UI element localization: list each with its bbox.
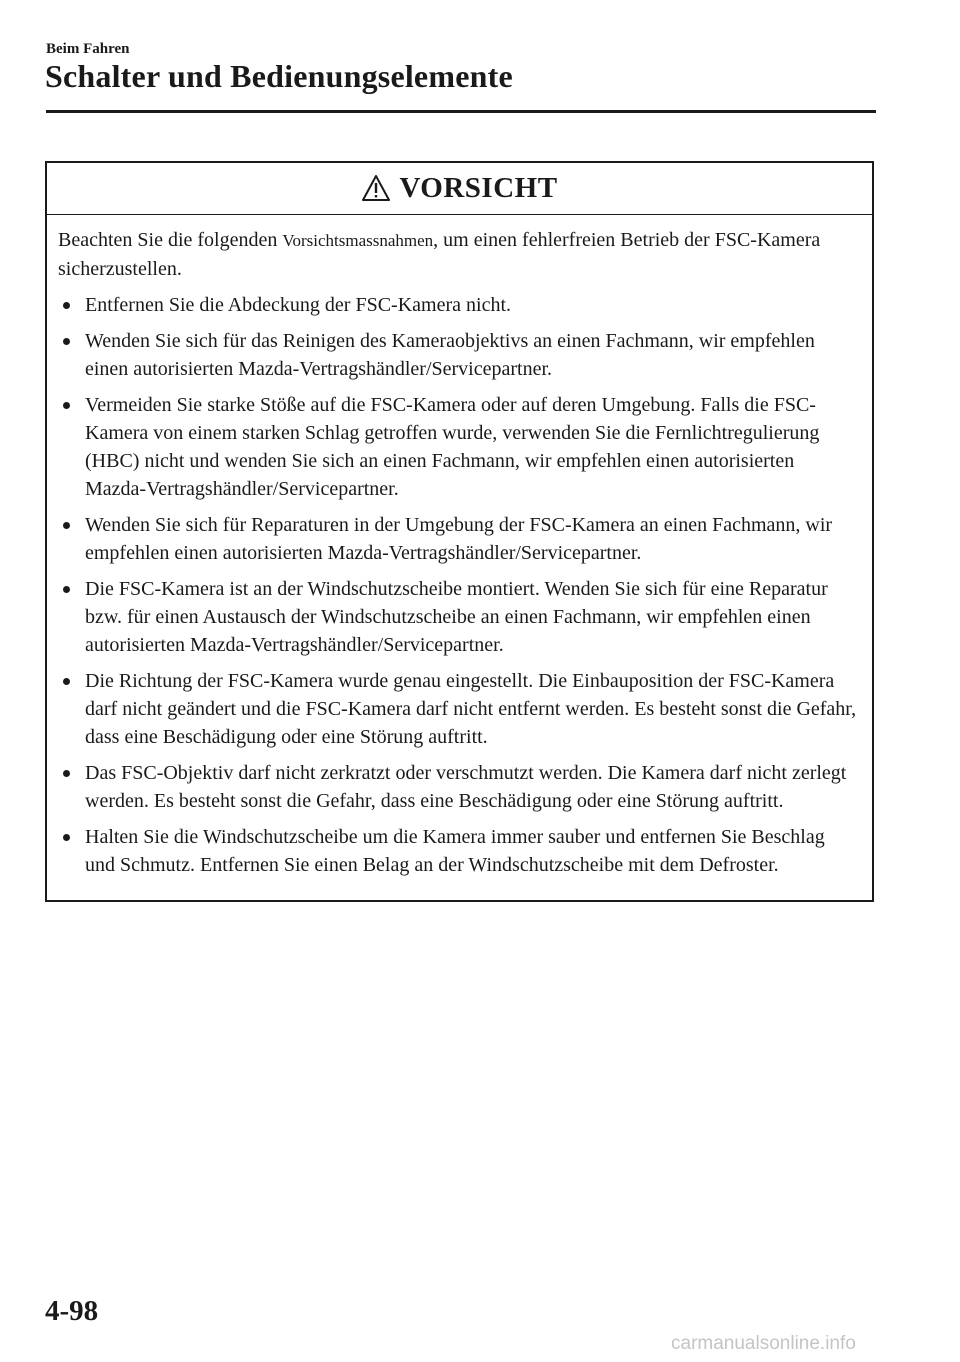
list-item <box>58 391 858 503</box>
list-item <box>58 327 858 383</box>
list-item <box>58 511 858 567</box>
caution-list <box>58 291 858 879</box>
bullet-icon <box>63 302 70 309</box>
section-label: Beim Fahren <box>46 41 130 57</box>
list-item <box>58 667 858 751</box>
intro-text-end: , um einen fehlerfreien Betrieb der FSC-Kamera sicherzustellen. <box>58 229 821 280</box>
intro-text-small: Vorsichtsmassnahmen <box>282 231 434 250</box>
intro-text-start: Beachten Sie die folgenden <box>58 229 283 251</box>
watermark-text: carmanualsonline.info <box>671 1333 856 1354</box>
page-number: 4-98 <box>45 1295 99 1327</box>
caution-box <box>45 161 874 902</box>
list-item-text: Wenden Sie sich für das Reinigen des Kameraobjektivs an einen Fachmann, wir empfehlen einen autorisierten Mazda-Vertragshändler/Servicepartner. <box>85 330 815 380</box>
caution-body <box>47 215 872 879</box>
bullet-icon <box>63 834 70 841</box>
list-item-text: Vermeiden Sie starke Stöße auf die FSC-Kamera oder auf deren Umgebung. Falls die FSC-Kamera von einem starken Schlag getroffen wurde, verwenden Sie die Fernlichtregulierung (HBC) nicht und wenden Sie sich an einen Fachmann, wir empfehlen einen autorisierten Mazda-Vertragshändler/Servicepartner. <box>85 394 820 500</box>
bullet-icon <box>63 586 70 593</box>
caution-intro <box>58 226 858 283</box>
list-item-text: Entfernen Sie die Abdeckung der FSC-Kamera nicht. <box>85 294 511 316</box>
warning-triangle-icon <box>361 174 391 202</box>
bullet-icon <box>63 402 70 409</box>
list-item-text: Wenden Sie sich für Reparaturen in der Umgebung der FSC-Kamera an einen Fachmann, wir empfehlen einen autorisierten Mazda-Vertragshändler/Servicepartner. <box>85 514 833 564</box>
list-item <box>58 291 858 319</box>
chapter-title: Schalter und Bedienungselemente <box>45 58 513 94</box>
caution-title: VORSICHT <box>399 172 558 204</box>
list-item <box>58 759 858 815</box>
title-rule <box>46 110 876 113</box>
bullet-icon <box>63 678 70 685</box>
list-item <box>58 575 858 659</box>
list-item-text: Das FSC-Objektiv darf nicht zerkratzt oder verschmutzt werden. Die Kamera darf nicht zerlegt werden. Es besteht sonst die Gefahr, dass eine Beschädigung oder eine Störung auftritt. <box>85 762 847 812</box>
list-item-text: Halten Sie die Windschutzscheibe um die Kamera immer sauber und entfernen Sie Beschlag und Schmutz. Entfernen Sie einen Belag an der Windschutzscheibe mit dem Defroster. <box>85 826 825 876</box>
list-item-text: Die FSC-Kamera ist an der Windschutzscheibe montiert. Wenden Sie sich für eine Reparatur bzw. für einen Austausch der Windschutzscheibe an einen Fachmann, wir empfehlen einen autorisierten Mazda-Vertragshändler/Servicepartner. <box>85 578 828 656</box>
bullet-icon <box>63 770 70 777</box>
caution-header <box>47 163 872 215</box>
bullet-icon <box>63 522 70 529</box>
list-item <box>58 823 858 879</box>
bullet-icon <box>63 338 70 345</box>
list-item-text: Die Richtung der FSC-Kamera wurde genau eingestellt. Die Einbauposition der FSC-Kamera darf nicht geändert und die FSC-Kamera darf nicht entfernt werden. Es besteht sonst die Gefahr, dass eine Beschädigung oder eine Störung auftritt. <box>85 670 857 748</box>
